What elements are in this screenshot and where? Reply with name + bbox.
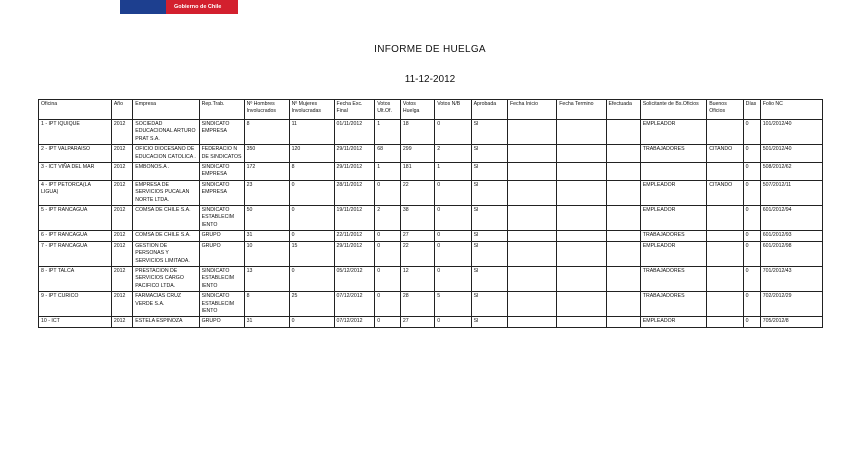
- table-cell: 8: [289, 163, 334, 181]
- table-cell: 5: [435, 292, 471, 317]
- table-cell: 1: [375, 120, 401, 145]
- table-cell: 28: [400, 292, 434, 317]
- table-cell: CITANDO: [707, 145, 743, 163]
- table-row: [39, 292, 823, 317]
- table-cell: [557, 231, 606, 241]
- table-cell: [606, 231, 640, 241]
- table-cell: 4 - IPT PETORCA(LA LIGUA): [39, 180, 112, 205]
- table-cell: 13: [244, 266, 289, 291]
- table-cell: 1 - IPT IQUIQUE: [39, 120, 112, 145]
- table-cell: 12: [400, 266, 434, 291]
- table-row: [39, 231, 823, 241]
- table-cell: 299: [400, 145, 434, 163]
- table-cell: 23: [244, 180, 289, 205]
- column-header: Fecha Termino: [557, 100, 606, 120]
- table-cell: 0: [743, 231, 760, 241]
- table-cell: SINDICATO ESTABLECIM IENTO: [199, 266, 244, 291]
- government-logo: [120, 0, 238, 15]
- table-cell: FEDERACIO N DE SINDICATOS: [199, 145, 244, 163]
- column-header: Aprobada: [471, 100, 507, 120]
- table-cell: 0: [743, 317, 760, 327]
- table-cell: [606, 180, 640, 205]
- table-cell: GRUPO: [199, 317, 244, 327]
- table-cell: SI: [471, 266, 507, 291]
- table-cell: SOCIEDAD EDUCACIONAL ARTURO PRAT S.A.: [133, 120, 199, 145]
- table-cell: 0: [289, 317, 334, 327]
- table-cell: 0: [375, 180, 401, 205]
- table-cell: [508, 292, 557, 317]
- table-header-row: [39, 100, 823, 120]
- table-cell: SI: [471, 120, 507, 145]
- table-cell: EMPLEADOR: [640, 241, 706, 266]
- table-cell: [707, 317, 743, 327]
- table-cell: 8: [244, 292, 289, 317]
- column-header: Solicitante de Bs.Oficios: [640, 100, 706, 120]
- table-cell: 601/2012/94: [760, 206, 822, 231]
- table-cell: 172: [244, 163, 289, 181]
- table-cell: [508, 231, 557, 241]
- table-cell: 07/12/2012: [334, 317, 375, 327]
- table-cell: 29/11/2012: [334, 145, 375, 163]
- table-cell: 2012: [111, 231, 132, 241]
- table-cell: 22/11/2012: [334, 231, 375, 241]
- table-cell: 22: [400, 180, 434, 205]
- table-cell: [557, 120, 606, 145]
- table-cell: 0: [743, 120, 760, 145]
- table-cell: GRUPO: [199, 231, 244, 241]
- table-cell: 05/12/2012: [334, 266, 375, 291]
- table-cell: PRESTACION DE SERVICIOS CARGO PACIFICO LTDA.: [133, 266, 199, 291]
- table-cell: 27: [400, 231, 434, 241]
- table-cell: 2012: [111, 120, 132, 145]
- table-row: [39, 266, 823, 291]
- table-cell: [508, 206, 557, 231]
- table-cell: 31: [244, 317, 289, 327]
- table-cell: SINDICATO EMPRESA: [199, 120, 244, 145]
- table-cell: 22: [400, 241, 434, 266]
- table-cell: 120: [289, 145, 334, 163]
- table-cell: SINDICATO EMPRESA: [199, 180, 244, 205]
- table-cell: 7 - IPT RANCAGUA: [39, 241, 112, 266]
- table-cell: 0: [435, 180, 471, 205]
- table-cell: SINDICATO EMPRESA: [199, 163, 244, 181]
- table-cell: TRABAJADORES: [640, 145, 706, 163]
- table-cell: [606, 241, 640, 266]
- table-cell: [707, 163, 743, 181]
- table-cell: EMPLEADOR: [640, 120, 706, 145]
- table-cell: 5 - IPT RANCAGUA: [39, 206, 112, 231]
- table-cell: 3 - ICT VIÑA DEL MAR: [39, 163, 112, 181]
- table-cell: COMSA DE CHILE S.A.: [133, 231, 199, 241]
- column-header: Votos N/B: [435, 100, 471, 120]
- table-cell: 0: [743, 180, 760, 205]
- table-cell: 601/2012/93: [760, 231, 822, 241]
- table-cell: CITANDO: [707, 180, 743, 205]
- table-cell: [557, 292, 606, 317]
- column-header: Votos Ult.Of.: [375, 100, 401, 120]
- column-header: Folio NC: [760, 100, 822, 120]
- table-cell: 2012: [111, 206, 132, 231]
- table-cell: SI: [471, 292, 507, 317]
- table-cell: 18: [400, 120, 434, 145]
- table-cell: SI: [471, 180, 507, 205]
- table-row: [39, 180, 823, 205]
- table-cell: [707, 206, 743, 231]
- table-cell: [606, 120, 640, 145]
- table-cell: 2: [435, 145, 471, 163]
- table-cell: 38: [400, 206, 434, 231]
- table-cell: 0: [289, 180, 334, 205]
- table-cell: 0: [743, 145, 760, 163]
- table-row: [39, 145, 823, 163]
- table-cell: [606, 145, 640, 163]
- table-cell: 2: [375, 206, 401, 231]
- table-cell: [508, 163, 557, 181]
- table-cell: 507/2012/11: [760, 180, 822, 205]
- table-cell: 31: [244, 231, 289, 241]
- table-cell: [707, 120, 743, 145]
- table-cell: 0: [375, 266, 401, 291]
- logo-text: Gobierno de Chile: [174, 4, 222, 10]
- table-cell: 68: [375, 145, 401, 163]
- table-cell: 0: [375, 292, 401, 317]
- table-cell: 6 - IPT RANCAGUA: [39, 231, 112, 241]
- table-cell: [557, 266, 606, 291]
- table-cell: 15: [289, 241, 334, 266]
- table-cell: 2012: [111, 292, 132, 317]
- table-cell: 702/2012/29: [760, 292, 822, 317]
- table-cell: COMSA DE CHILE S.A.: [133, 206, 199, 231]
- table-cell: 29/11/2012: [334, 163, 375, 181]
- table-cell: 1: [375, 163, 401, 181]
- column-header: Fecha Exc. Final: [334, 100, 375, 120]
- table-cell: 25: [289, 292, 334, 317]
- table-cell: 0: [743, 206, 760, 231]
- table-cell: [557, 206, 606, 231]
- table-cell: EMBONOS.A .: [133, 163, 199, 181]
- report-date: 11-12-2012: [404, 74, 456, 85]
- column-header: Fecha Inicio: [508, 100, 557, 120]
- table-cell: 181: [400, 163, 434, 181]
- table-cell: 2012: [111, 180, 132, 205]
- table-cell: 0: [375, 241, 401, 266]
- table-cell: [606, 266, 640, 291]
- table-cell: SI: [471, 163, 507, 181]
- table-cell: 27: [400, 317, 434, 327]
- table-cell: 0: [435, 241, 471, 266]
- table-cell: ESTELA ESPINOZA: [133, 317, 199, 327]
- table-cell: SINDICATO ESTABLECIM IENTO: [199, 206, 244, 231]
- table-cell: [508, 317, 557, 327]
- table-cell: EMPRESA DE SERVICIOS PUCALAN NORTE LTDA.: [133, 180, 199, 205]
- table-cell: 0: [743, 163, 760, 181]
- table-cell: 601/2012/98: [760, 241, 822, 266]
- table-cell: 0: [435, 317, 471, 327]
- table-cell: 50: [244, 206, 289, 231]
- table-cell: 2012: [111, 145, 132, 163]
- table-cell: 2012: [111, 163, 132, 181]
- table-cell: FARMACIAS CRUZ VERDE S.A.: [133, 292, 199, 317]
- table-cell: 0: [375, 231, 401, 241]
- table-cell: 9 - IPT CURICO: [39, 292, 112, 317]
- table-cell: [606, 163, 640, 181]
- logo-blue-block: [120, 0, 166, 14]
- column-header: Votos Huelga: [400, 100, 434, 120]
- table-cell: SINDICATO ESTABLECIM IENTO: [199, 292, 244, 317]
- table-cell: 2012: [111, 266, 132, 291]
- column-header: Buenos Oficios: [707, 100, 743, 120]
- table-cell: OFICIO DIOCESANO DE EDUCACION CATOLICA .: [133, 145, 199, 163]
- table-cell: 19/11/2012: [334, 206, 375, 231]
- table-cell: TRABAJADORES: [640, 231, 706, 241]
- table-cell: 28/11/2012: [334, 180, 375, 205]
- table-cell: GESTION DE PERSONAS Y SERVICIOS LIMITADA.: [133, 241, 199, 266]
- table-cell: [606, 317, 640, 327]
- table-cell: [707, 292, 743, 317]
- table-cell: [508, 241, 557, 266]
- table-cell: 8: [244, 120, 289, 145]
- table-cell: 350: [244, 145, 289, 163]
- table-cell: 101/2012/40: [760, 120, 822, 145]
- table-cell: [707, 231, 743, 241]
- table-cell: EMPLEADOR: [640, 206, 706, 231]
- table-cell: 2012: [111, 317, 132, 327]
- table-row: [39, 241, 823, 266]
- table-row: [39, 206, 823, 231]
- table-cell: SI: [471, 317, 507, 327]
- table-cell: 0: [289, 206, 334, 231]
- table-cell: [508, 180, 557, 205]
- column-header: Efectuada: [606, 100, 640, 120]
- table-cell: 01/11/2012: [334, 120, 375, 145]
- table-cell: 705/2012/8: [760, 317, 822, 327]
- table-cell: 07/12/2012: [334, 292, 375, 317]
- table-cell: [640, 163, 706, 181]
- table-cell: 2 - IPT VALPARAISO: [39, 145, 112, 163]
- table-row: [39, 120, 823, 145]
- table-cell: [557, 241, 606, 266]
- table-cell: [557, 317, 606, 327]
- table-cell: TRABAJADORES: [640, 292, 706, 317]
- table-cell: [707, 241, 743, 266]
- table-cell: 0: [435, 120, 471, 145]
- table-cell: 701/2012/43: [760, 266, 822, 291]
- column-header: Empresa: [133, 100, 199, 120]
- table-cell: 0: [435, 206, 471, 231]
- table-cell: 0: [375, 317, 401, 327]
- table-cell: [606, 206, 640, 231]
- table-cell: 0: [435, 266, 471, 291]
- table-cell: EMPLEADOR: [640, 180, 706, 205]
- column-header: Nº Hombres Involucrados: [244, 100, 289, 120]
- table-cell: [707, 266, 743, 291]
- table-cell: 8 - IPT TALCA: [39, 266, 112, 291]
- table-cell: [557, 180, 606, 205]
- table-cell: 0: [743, 292, 760, 317]
- table-cell: GRUPO: [199, 241, 244, 266]
- table-cell: 29/11/2012: [334, 241, 375, 266]
- table-cell: [557, 145, 606, 163]
- table-cell: TRABAJADORES: [640, 266, 706, 291]
- table-cell: 11: [289, 120, 334, 145]
- table-cell: [508, 266, 557, 291]
- table-cell: [508, 145, 557, 163]
- column-header: Días: [743, 100, 760, 120]
- table-cell: [606, 292, 640, 317]
- table-cell: SI: [471, 145, 507, 163]
- table-cell: SI: [471, 206, 507, 231]
- column-header: Oficina: [39, 100, 112, 120]
- table-cell: [508, 120, 557, 145]
- table-cell: 1: [435, 163, 471, 181]
- table-cell: 0: [743, 241, 760, 266]
- table-cell: 0: [289, 266, 334, 291]
- table-cell: 0: [435, 231, 471, 241]
- strike-report-table: [38, 99, 823, 328]
- column-header: Rep.Trab.: [199, 100, 244, 120]
- table-row: [39, 317, 823, 327]
- table-cell: 2012: [111, 241, 132, 266]
- table-cell: 0: [743, 266, 760, 291]
- table-cell: SI: [471, 231, 507, 241]
- table-row: [39, 163, 823, 181]
- table-cell: 10 - ICT: [39, 317, 112, 327]
- table-cell: 10: [244, 241, 289, 266]
- table-body: [39, 120, 823, 328]
- report-title: INFORME DE HUELGA: [374, 44, 486, 55]
- column-header: Año: [111, 100, 132, 120]
- table-cell: EMPLEADOR: [640, 317, 706, 327]
- table-cell: 501/2012/40: [760, 145, 822, 163]
- table-cell: 508/2012/62: [760, 163, 822, 181]
- table-cell: [557, 163, 606, 181]
- table-cell: SI: [471, 241, 507, 266]
- table-cell: 0: [289, 231, 334, 241]
- column-header: Nº Mujeres Involucradas: [289, 100, 334, 120]
